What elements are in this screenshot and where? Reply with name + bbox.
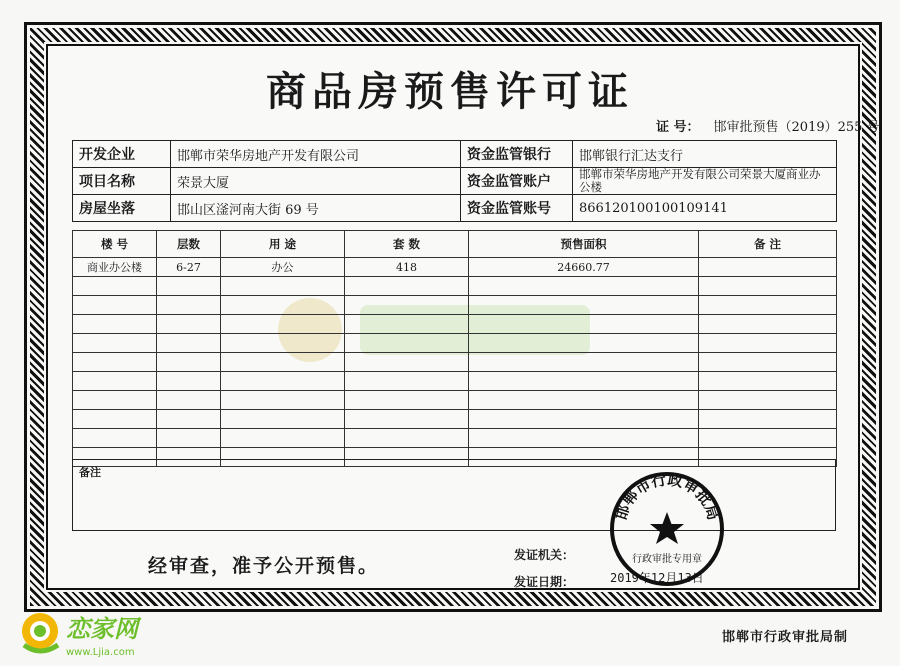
col-header-floors: 层数	[157, 231, 221, 258]
cell-area: 24660.77	[469, 258, 699, 277]
table-row	[73, 258, 837, 277]
bureau-footer: 邯郸市行政审批局制	[722, 630, 849, 645]
table-row-empty	[73, 353, 837, 372]
account-name-value: 邯郸市荣华房地产开发有限公司荣景大厦商业办公楼	[573, 168, 837, 195]
svg-text:www.Ljia.com: www.Ljia.com	[66, 647, 135, 658]
table-row-empty	[73, 334, 837, 353]
svg-text:邯郸市行政审批局: 邯郸市行政审批局	[611, 470, 723, 523]
account-no-label: 资金监管账号	[461, 195, 573, 222]
col-header-area: 预售面积	[469, 231, 699, 258]
developer-value: 邯郸市荣华房地产开发有限公司	[171, 141, 461, 168]
table-row-empty	[73, 277, 837, 296]
project-value: 荣景大厦	[171, 168, 461, 195]
cert-number-label: 证 号：	[656, 120, 700, 135]
info-row	[73, 168, 837, 195]
location-label: 房屋坐落	[73, 195, 171, 222]
approval-statement: 经审查，准予公开预售。	[148, 555, 380, 577]
col-header-units: 套 数	[345, 231, 469, 258]
account-name-label: 资金监管账户	[461, 168, 573, 195]
remarks-label: 备注	[79, 466, 101, 479]
document-title: 商品房预售许可证	[266, 68, 634, 115]
table-row-empty	[73, 429, 837, 448]
cert-number-value: 邯审批预售（2019）255 号	[713, 120, 880, 135]
cell-building: 商业办公楼	[73, 258, 157, 277]
table-row-empty	[73, 296, 837, 315]
cell-usage: 办公	[221, 258, 345, 277]
table-row-empty	[73, 372, 837, 391]
col-header-building: 楼 号	[73, 231, 157, 258]
site-logo	[14, 605, 194, 661]
table-row-empty	[73, 391, 837, 410]
project-label: 项目名称	[73, 168, 171, 195]
col-header-notes: 备 注	[699, 231, 837, 258]
official-seal	[608, 470, 726, 588]
svg-text:恋家网: 恋家网	[66, 615, 138, 643]
location-value: 邯山区滏河南大街 69 号	[171, 195, 461, 222]
presale-table	[72, 230, 837, 467]
bank-value: 邯郸银行汇达支行	[573, 141, 837, 168]
table-row-empty	[73, 410, 837, 429]
bank-label: 资金监管银行	[461, 141, 573, 168]
certificate-number	[656, 116, 880, 135]
cell-floors: 6-27	[157, 258, 221, 277]
cell-notes	[699, 258, 837, 277]
table-row-empty	[73, 315, 837, 334]
info-table	[72, 140, 837, 222]
account-no-value: 866120100100109141	[573, 195, 837, 222]
col-header-usage: 用 途	[221, 231, 345, 258]
svg-text:行政审批专用章: 行政审批专用章	[632, 554, 702, 565]
developer-label: 开发企业	[73, 141, 171, 168]
issuer-label: 发证机关：	[514, 548, 575, 562]
issue-date-label: 发证日期：	[514, 575, 575, 589]
info-row	[73, 195, 837, 222]
table-header-row	[73, 231, 837, 258]
info-row	[73, 141, 837, 168]
cell-units: 418	[345, 258, 469, 277]
issue-date-value: 2019年12月13日	[610, 571, 704, 585]
